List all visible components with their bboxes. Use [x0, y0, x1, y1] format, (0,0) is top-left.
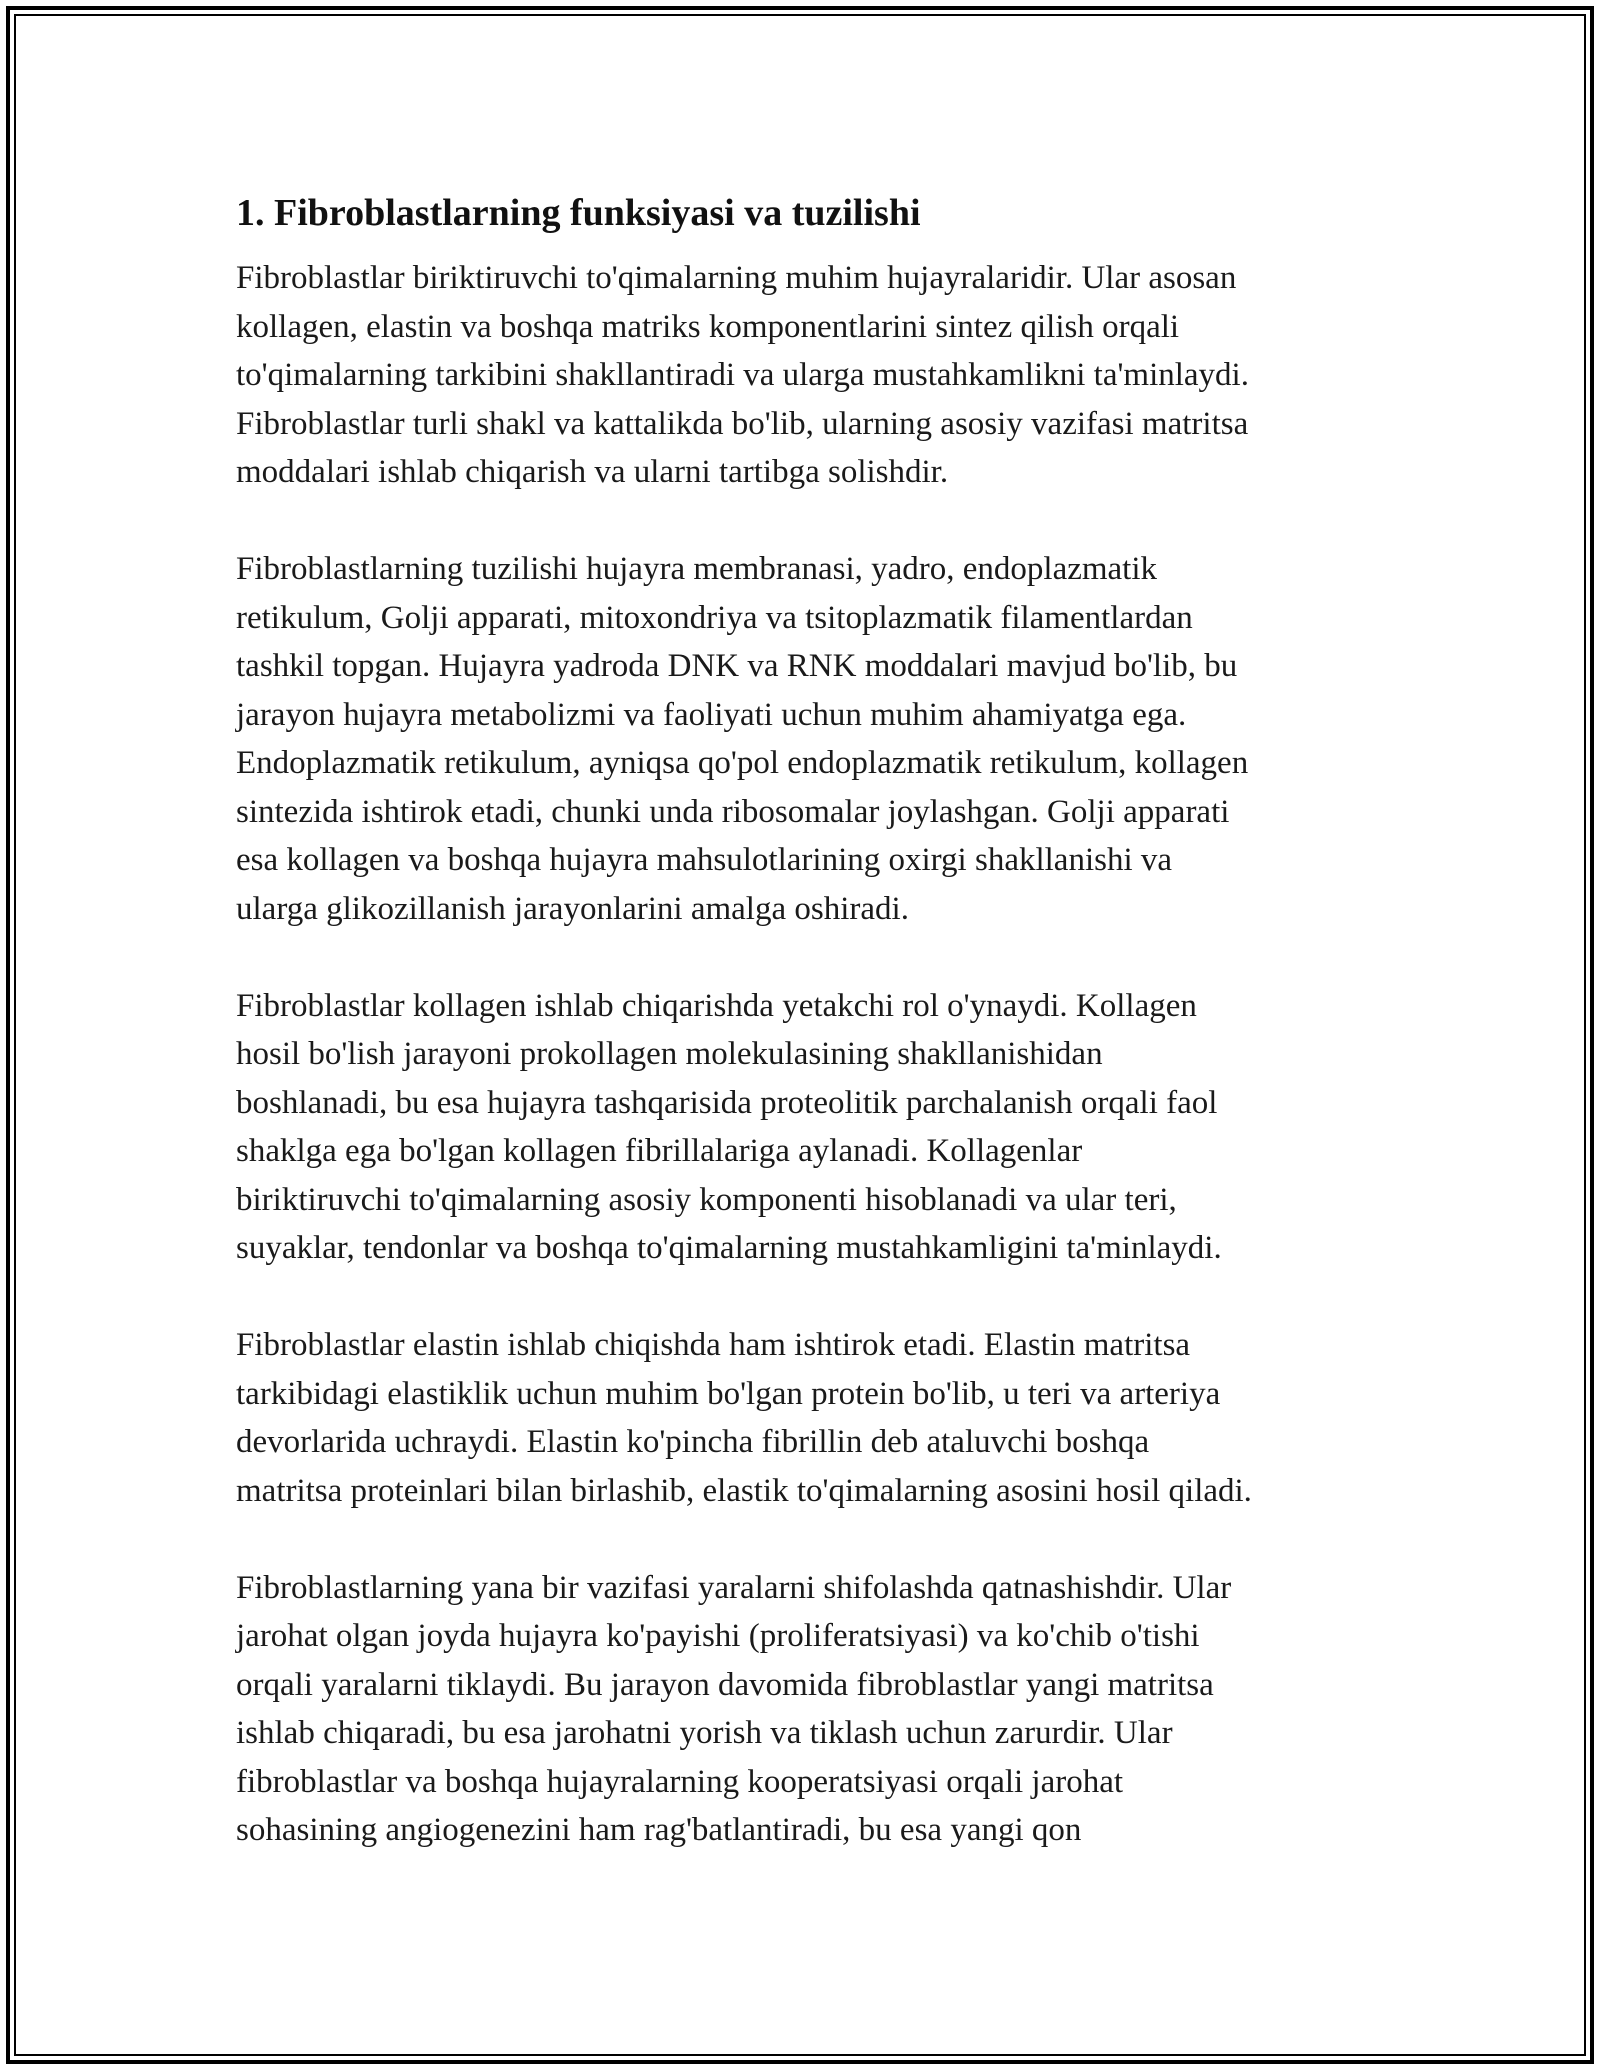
paragraph-line: retikulum, Golji apparati, mitoxondriya va tsitoplazmatik filamentlardan: [236, 599, 1193, 636]
paragraph-line: esa kollagen va boshqa hujayra mahsulotlarining oxirgi shakllanishi va: [236, 842, 1173, 878]
paragraph-line: sohasining angiogenezini ham rag'batlantiradi, bu esa yangi qon: [236, 1812, 1082, 1848]
paragraph-line: sintezida ishtirok etadi, chunki unda ribosomalar joylashgan. Golji apparati: [236, 793, 1230, 830]
paragraph-line: jarayon hujayra metabolizmi va faoliyati uchun muhim ahamiyatga ega.: [236, 696, 1187, 733]
paragraph-3: [236, 982, 1376, 1273]
paragraph-line: Fibroblastlarning tuzilishi hujayra membranasi, yadro, endoplazmatik: [236, 551, 1158, 587]
paragraph-line: fibroblastlar va boshqa hujayralarning kooperatsiyasi orqali jarohat: [236, 1763, 1124, 1800]
paragraph-4: [236, 1321, 1376, 1515]
paragraph-line: Fibroblastlar kollagen ishlab chiqarishda yetakchi rol o'ynaydi. Kollagen: [236, 987, 1197, 1024]
paragraph-line: ularga glikozillanish jarayonlarini amalga oshiradi.: [236, 890, 909, 927]
paragraph-line: Fibroblastlar turli shakl va kattalikda bo'lib, ularning asosiy vazifasi matritsa: [236, 405, 1249, 442]
paragraph-line: moddalari ishlab chiqarish va ularni tartibga solishdir.: [236, 454, 949, 490]
paragraph-line: Fibroblastlarning yana bir vazifasi yaralarni shifolashda qatnashishdir. Ular: [236, 1569, 1232, 1606]
paragraph-line: ishlab chiqaradi, bu esa jarohatni yorish va tiklash uchun zarurdir. Ular: [236, 1715, 1173, 1751]
paragraph-line: tashkil topgan. Hujayra yadroda DNK va RNK moddalari mavjud bo'lib, bu: [236, 648, 1238, 684]
paragraph-line: Fibroblastlar elastin ishlab chiqishda ham ishtirok etadi. Elastin matritsa: [236, 1327, 1191, 1363]
paragraph-line: biriktiruvchi to'qimalarning asosiy komponenti hisoblanadi va ular teri,: [236, 1181, 1177, 1218]
paragraph-2: [236, 545, 1376, 933]
paragraph-line: tarkibidagi elastiklik uchun muhim bo'lgan protein bo'lib, u teri va arteriya: [236, 1375, 1221, 1412]
paragraph-line: matritsa proteinlari bilan birlashib, elastik to'qimalarning asosini hosil qiladi.: [236, 1472, 1252, 1509]
paragraph-line: Fibroblastlar biriktiruvchi to'qimalarning muhim hujayralaridir. Ular asosan: [236, 260, 1237, 296]
paragraph-5: [236, 1564, 1376, 1855]
paragraph-line: orqali yaralarni tiklaydi. Bu jarayon davomida fibroblastlar yangi matritsa: [236, 1666, 1214, 1703]
paragraph-line: hosil bo'lish jarayoni prokollagen molekulasining shakllanishidan: [236, 1036, 1103, 1072]
paragraph-line: devorlarida uchraydi. Elastin ko'pincha fibrillin deb ataluvchi boshqa: [236, 1424, 1150, 1460]
paragraph-line: Endoplazmatik retikulum, ayniqsa qo'pol endoplazmatik retikulum, kollagen: [236, 745, 1249, 781]
paragraph-1: [236, 254, 1376, 497]
section-heading: 1. Fibroblastlarning funksiyasi va tuzilishi: [236, 192, 921, 234]
paragraph-line: suyaklar, tendonlar va boshqa to'qimalarning mustahkamligini ta'minlaydi.: [236, 1230, 1222, 1266]
document-body: [236, 188, 1376, 1903]
paragraph-line: to'qimalarning tarkibini shakllantiradi va ularga mustahkamlikni ta'minlaydi.: [236, 357, 1249, 393]
paragraph-line: jarohat olgan joyda hujayra ko'payishi (proliferatsiyasi) va ko'chib o'tishi: [236, 1618, 1200, 1654]
paragraph-line: boshlanadi, bu esa hujayra tashqarisida proteolitik parchalanish orqali faol: [236, 1084, 1218, 1121]
paragraph-line: kollagen, elastin va boshqa matriks komponentlarini sintez qilish orqali: [236, 308, 1180, 345]
paragraph-line: shaklga ega bo'lgan kollagen fibrillalariga aylanadi. Kollagenlar: [236, 1133, 1083, 1169]
